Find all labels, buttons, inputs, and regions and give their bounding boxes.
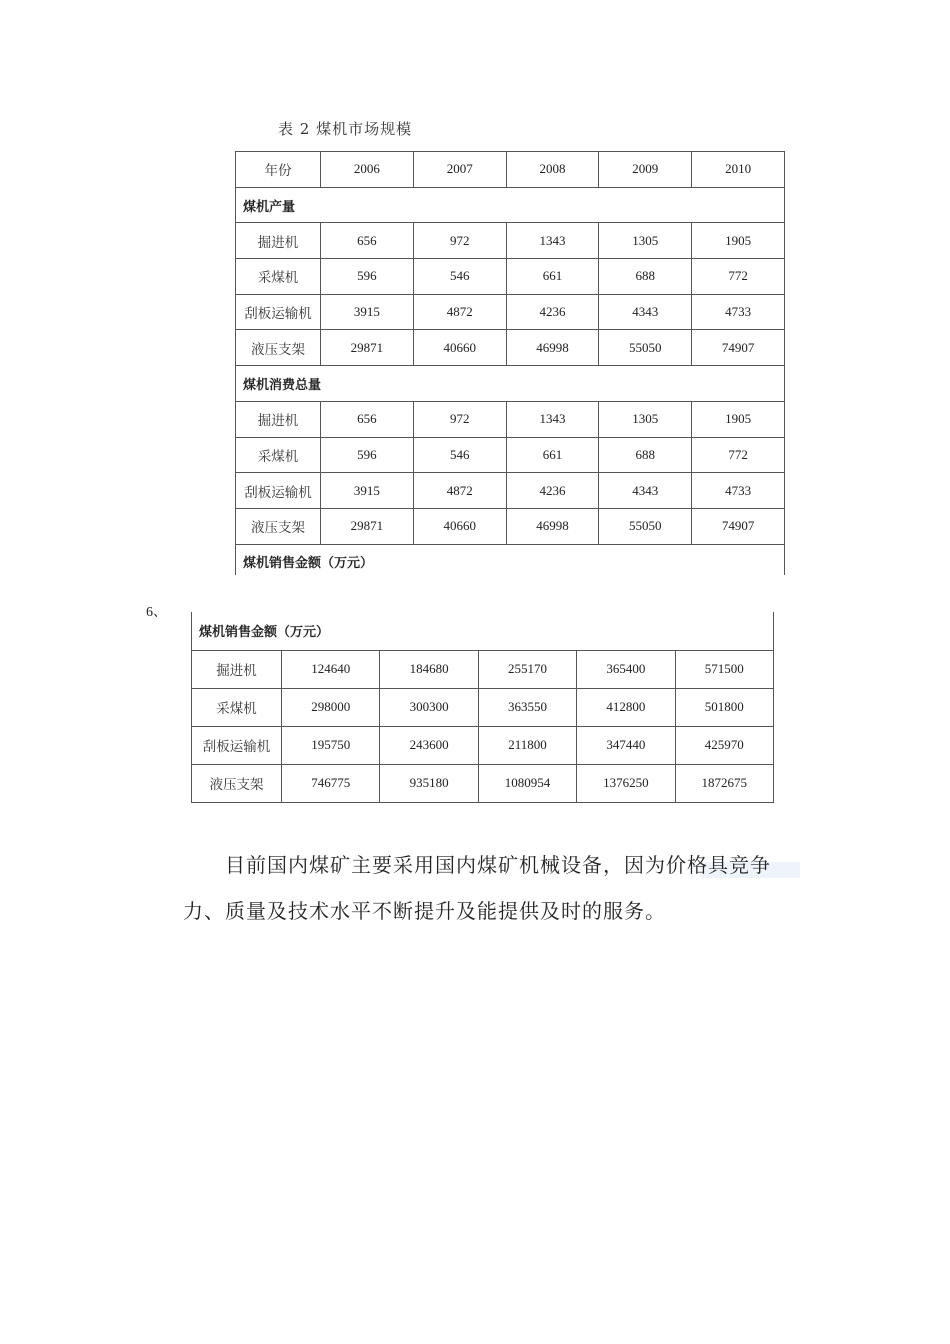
table-cell: 3915	[321, 473, 414, 509]
table-cell: 46998	[506, 330, 599, 366]
table-cell: 1376250	[577, 764, 675, 802]
section-row	[192, 612, 774, 650]
table-cell: 4236	[506, 294, 599, 330]
table-cell: 746775	[282, 764, 380, 802]
table-cell: 772	[692, 437, 785, 473]
sales-amount-table	[191, 612, 774, 803]
table-cell: 1080954	[478, 764, 576, 802]
list-number: 6、	[146, 605, 167, 620]
table-cell: 40660	[413, 330, 506, 366]
table-cell: 501800	[675, 688, 773, 726]
row-label: 液压支架	[236, 330, 321, 366]
table-cell: 55050	[599, 508, 692, 544]
table-cell: 656	[321, 401, 414, 437]
row-label: 液压支架	[236, 508, 321, 544]
table-cell: 300300	[380, 688, 478, 726]
table-cell: 4343	[599, 473, 692, 509]
table-cell: 55050	[599, 330, 692, 366]
section-title: 煤机销售金额（万元）	[192, 612, 774, 650]
row-label: 采煤机	[192, 688, 282, 726]
table-cell: 4236	[506, 473, 599, 509]
table-cell: 211800	[478, 726, 576, 764]
row-label: 刮板运输机	[236, 294, 321, 330]
table-cell: 365400	[577, 650, 675, 688]
table-cell: 425970	[675, 726, 773, 764]
table-cell: 972	[413, 401, 506, 437]
table-row	[192, 650, 774, 688]
table-cell: 4733	[692, 473, 785, 509]
table-cell: 972	[413, 223, 506, 259]
table-row	[192, 726, 774, 764]
table-cell: 29871	[321, 508, 414, 544]
header-year-cell: 2009	[599, 152, 692, 188]
table-cell: 1305	[599, 223, 692, 259]
table-cell: 688	[599, 259, 692, 295]
table-cell: 596	[321, 437, 414, 473]
header-year-cell: 2007	[413, 152, 506, 188]
table-cell: 46998	[506, 508, 599, 544]
table-cell: 1872675	[675, 764, 773, 802]
row-label: 掘进机	[192, 650, 282, 688]
table-cell: 688	[599, 437, 692, 473]
paragraph-text: 目前国内煤矿主要采用国内煤矿机械设备，因为价格具竞争力、质量及技术水平不断提升及能提供及时的服务。	[183, 853, 771, 923]
header-year-cell: 2008	[506, 152, 599, 188]
table-row	[192, 764, 774, 802]
table-cell: 29871	[321, 330, 414, 366]
table-cell: 184680	[380, 650, 478, 688]
page-break-mask	[230, 575, 790, 595]
table-cell: 74907	[692, 508, 785, 544]
table-cell: 661	[506, 437, 599, 473]
table-cell: 1905	[692, 223, 785, 259]
row-label: 采煤机	[236, 437, 321, 473]
row-label: 液压支架	[192, 764, 282, 802]
table-row	[236, 259, 785, 295]
table-row	[236, 330, 785, 366]
header-year-cell: 2010	[692, 152, 785, 188]
table-cell: 4733	[692, 294, 785, 330]
table-cell: 596	[321, 259, 414, 295]
table-cell: 1343	[506, 401, 599, 437]
table-row	[236, 437, 785, 473]
table-cell: 1305	[599, 401, 692, 437]
table-cell: 546	[413, 437, 506, 473]
table-cell: 195750	[282, 726, 380, 764]
table-row	[236, 223, 785, 259]
table-row	[236, 508, 785, 544]
market-size-table	[235, 151, 785, 580]
table-cell: 1905	[692, 401, 785, 437]
table-header-row	[236, 152, 785, 188]
table-row	[236, 294, 785, 330]
table-cell: 412800	[577, 688, 675, 726]
table-cell: 363550	[478, 688, 576, 726]
body-paragraph	[183, 842, 803, 934]
table-cell: 571500	[675, 650, 773, 688]
row-label: 刮板运输机	[192, 726, 282, 764]
table-row	[236, 473, 785, 509]
table-cell: 255170	[478, 650, 576, 688]
row-label: 掘进机	[236, 401, 321, 437]
table-row	[236, 401, 785, 437]
table-cell: 3915	[321, 294, 414, 330]
table-cell: 298000	[282, 688, 380, 726]
table-cell: 656	[321, 223, 414, 259]
table-cell: 772	[692, 259, 785, 295]
section-title: 煤机产量	[236, 187, 785, 223]
section-row	[236, 366, 785, 402]
table-caption: 表 2 煤机市场规模	[278, 120, 413, 138]
table-cell: 935180	[380, 764, 478, 802]
row-label: 刮板运输机	[236, 473, 321, 509]
table-cell: 40660	[413, 508, 506, 544]
table-cell: 4343	[599, 294, 692, 330]
header-year-cell: 2006	[321, 152, 414, 188]
table-cell: 74907	[692, 330, 785, 366]
table-cell: 661	[506, 259, 599, 295]
header-year-label: 年份	[236, 152, 321, 188]
table-cell: 546	[413, 259, 506, 295]
table-cell: 1343	[506, 223, 599, 259]
row-label: 采煤机	[236, 259, 321, 295]
section-title: 煤机消费总量	[236, 366, 785, 402]
table-cell: 347440	[577, 726, 675, 764]
table-row	[192, 688, 774, 726]
table-cell: 124640	[282, 650, 380, 688]
section-title: 煤机销售金额（万元）	[236, 544, 785, 580]
section-row	[236, 187, 785, 223]
table-cell: 4872	[413, 294, 506, 330]
row-label: 掘进机	[236, 223, 321, 259]
table-cell: 4872	[413, 473, 506, 509]
table-cell: 243600	[380, 726, 478, 764]
